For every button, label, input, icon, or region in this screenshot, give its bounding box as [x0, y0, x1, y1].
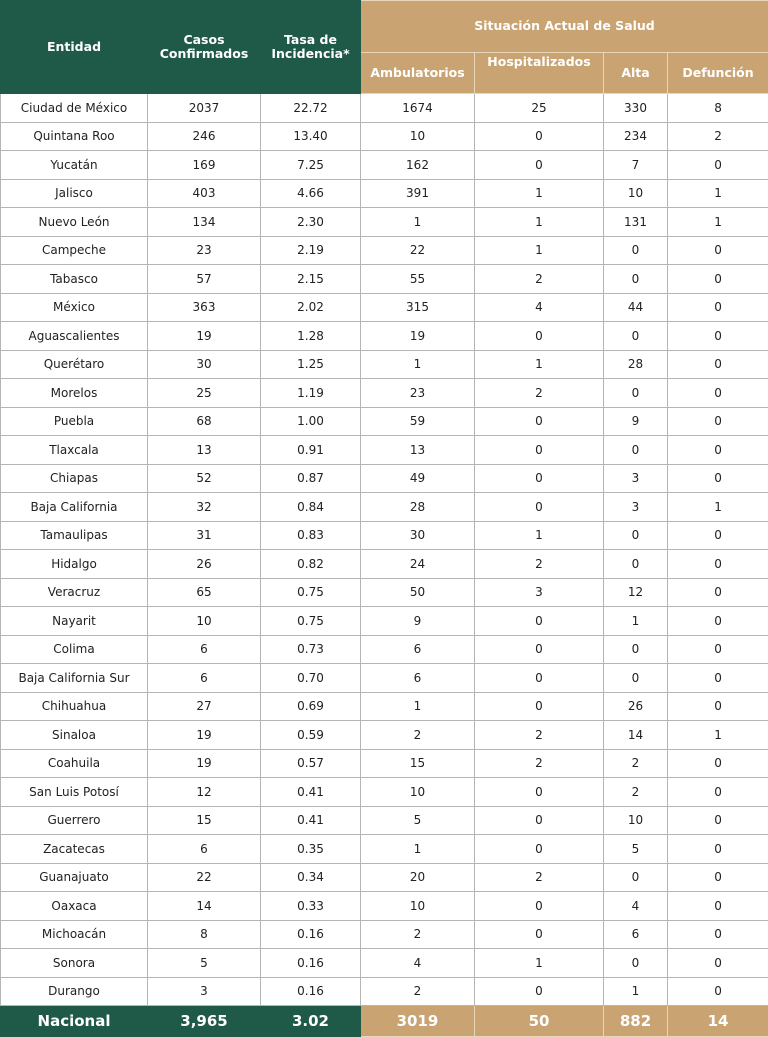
cell-entidad: Chiapas — [1, 464, 148, 493]
cell-defuncion: 1 — [668, 721, 768, 750]
cell-entidad: Puebla — [1, 407, 148, 436]
cell-ambulatorios: 22 — [361, 236, 475, 265]
header-casos-line1: Casos — [183, 32, 224, 47]
cell-alta: 3 — [604, 464, 668, 493]
cell-defuncion: 0 — [668, 778, 768, 807]
cell-tasa-incidencia: 0.84 — [261, 493, 361, 522]
cell-casos-confirmados: 12 — [148, 778, 261, 807]
cell-ambulatorios: 4 — [361, 949, 475, 978]
cell-entidad: Ciudad de México — [1, 94, 148, 123]
cell-hospitalizados: 0 — [475, 977, 604, 1006]
table-row — [1, 122, 768, 151]
table-row — [1, 949, 768, 978]
table-row — [1, 208, 768, 237]
table-row — [1, 578, 768, 607]
cell-ambulatorios: 20 — [361, 863, 475, 892]
cell-casos-confirmados: 2037 — [148, 94, 261, 123]
cell-ambulatorios: 162 — [361, 151, 475, 180]
cell-hospitalizados: 0 — [475, 436, 604, 465]
cell-alta: 131 — [604, 208, 668, 237]
cell-entidad: Baja California — [1, 493, 148, 522]
cell-alta: 28 — [604, 350, 668, 379]
header-alta — [604, 52, 668, 93]
cell-entidad: Nuevo León — [1, 208, 148, 237]
cell-defuncion: 0 — [668, 521, 768, 550]
table-row — [1, 493, 768, 522]
cell-ambulatorios: 30 — [361, 521, 475, 550]
cell-alta: 330 — [604, 94, 668, 123]
cell-tasa-incidencia: 0.82 — [261, 550, 361, 579]
cell-ambulatorios: 15 — [361, 749, 475, 778]
total-defuncion: 14 — [668, 1006, 768, 1037]
cell-alta: 10 — [604, 179, 668, 208]
cell-defuncion: 0 — [668, 379, 768, 408]
header-situacion-label: Situación Actual de Salud — [474, 18, 655, 33]
cell-tasa-incidencia: 0.91 — [261, 436, 361, 465]
cell-casos-confirmados: 134 — [148, 208, 261, 237]
table-row — [1, 920, 768, 949]
cell-defuncion: 1 — [668, 179, 768, 208]
cell-ambulatorios: 2 — [361, 721, 475, 750]
cell-alta: 26 — [604, 692, 668, 721]
cell-defuncion: 0 — [668, 436, 768, 465]
table-row — [1, 977, 768, 1006]
cell-ambulatorios: 19 — [361, 322, 475, 351]
table-row — [1, 863, 768, 892]
table-row — [1, 806, 768, 835]
cell-alta: 0 — [604, 863, 668, 892]
cell-hospitalizados: 0 — [475, 920, 604, 949]
cell-ambulatorios: 391 — [361, 179, 475, 208]
cell-casos-confirmados: 246 — [148, 122, 261, 151]
total-tasa: 3.02 — [261, 1006, 361, 1037]
cell-defuncion: 0 — [668, 835, 768, 864]
cell-casos-confirmados: 27 — [148, 692, 261, 721]
total-casos: 3,965 — [148, 1006, 261, 1037]
cell-casos-confirmados: 14 — [148, 892, 261, 921]
table-body — [1, 94, 768, 1006]
header-entidad-label: Entidad — [47, 39, 101, 54]
table-row — [1, 635, 768, 664]
table-row — [1, 550, 768, 579]
cell-tasa-incidencia: 0.16 — [261, 949, 361, 978]
cell-casos-confirmados: 23 — [148, 236, 261, 265]
cell-tasa-incidencia: 1.28 — [261, 322, 361, 351]
cell-ambulatorios: 1674 — [361, 94, 475, 123]
table-row — [1, 94, 768, 123]
cell-ambulatorios: 28 — [361, 493, 475, 522]
cell-alta: 0 — [604, 322, 668, 351]
cell-alta: 5 — [604, 835, 668, 864]
table-row — [1, 664, 768, 693]
cell-hospitalizados: 25 — [475, 94, 604, 123]
cell-tasa-incidencia: 0.57 — [261, 749, 361, 778]
cell-hospitalizados: 2 — [475, 721, 604, 750]
cell-hospitalizados: 0 — [475, 664, 604, 693]
cell-ambulatorios: 6 — [361, 664, 475, 693]
cell-defuncion: 0 — [668, 607, 768, 636]
header-situacion-actual — [361, 1, 768, 53]
cell-ambulatorios: 9 — [361, 607, 475, 636]
cell-tasa-incidencia: 2.19 — [261, 236, 361, 265]
table-row — [1, 379, 768, 408]
cell-defuncion: 0 — [668, 749, 768, 778]
cell-entidad: Morelos — [1, 379, 148, 408]
cell-tasa-incidencia: 22.72 — [261, 94, 361, 123]
cell-tasa-incidencia: 0.83 — [261, 521, 361, 550]
cell-alta: 4 — [604, 892, 668, 921]
cell-entidad: Veracruz — [1, 578, 148, 607]
total-entidad: Nacional — [1, 1006, 148, 1037]
cell-alta: 0 — [604, 635, 668, 664]
cell-ambulatorios: 55 — [361, 265, 475, 294]
table-row — [1, 179, 768, 208]
cell-ambulatorios: 50 — [361, 578, 475, 607]
cell-defuncion: 0 — [668, 977, 768, 1006]
cell-alta: 1 — [604, 607, 668, 636]
cell-ambulatorios: 10 — [361, 122, 475, 151]
cell-ambulatorios: 1 — [361, 692, 475, 721]
total-hospitalizados: 50 — [475, 1006, 604, 1037]
cell-casos-confirmados: 6 — [148, 835, 261, 864]
cell-entidad: San Luis Potosí — [1, 778, 148, 807]
cell-ambulatorios: 2 — [361, 920, 475, 949]
cell-tasa-incidencia: 1.00 — [261, 407, 361, 436]
cell-hospitalizados: 1 — [475, 949, 604, 978]
table-row — [1, 749, 768, 778]
table-row — [1, 721, 768, 750]
cell-defuncion: 0 — [668, 578, 768, 607]
table-row — [1, 835, 768, 864]
cell-alta: 7 — [604, 151, 668, 180]
cell-alta: 234 — [604, 122, 668, 151]
cell-tasa-incidencia: 0.41 — [261, 778, 361, 807]
header-hospitalizados-label: Hospitalizados — [487, 54, 590, 69]
cell-tasa-incidencia: 2.15 — [261, 265, 361, 294]
cell-ambulatorios: 49 — [361, 464, 475, 493]
cell-hospitalizados: 0 — [475, 835, 604, 864]
cell-entidad: Jalisco — [1, 179, 148, 208]
cell-alta: 0 — [604, 436, 668, 465]
cell-hospitalizados: 0 — [475, 407, 604, 436]
cell-alta: 9 — [604, 407, 668, 436]
cell-entidad: Tlaxcala — [1, 436, 148, 465]
cell-hospitalizados: 0 — [475, 464, 604, 493]
cell-tasa-incidencia: 0.33 — [261, 892, 361, 921]
cell-hospitalizados: 2 — [475, 379, 604, 408]
cell-defuncion: 0 — [668, 949, 768, 978]
cell-entidad: México — [1, 293, 148, 322]
cell-defuncion: 0 — [668, 151, 768, 180]
cell-defuncion: 0 — [668, 265, 768, 294]
cell-hospitalizados: 0 — [475, 322, 604, 351]
cell-casos-confirmados: 5 — [148, 949, 261, 978]
cell-tasa-incidencia: 0.59 — [261, 721, 361, 750]
cell-ambulatorios: 59 — [361, 407, 475, 436]
cell-defuncion: 1 — [668, 208, 768, 237]
cell-entidad: Oaxaca — [1, 892, 148, 921]
cell-alta: 0 — [604, 521, 668, 550]
header-tasa-incidencia — [261, 1, 361, 94]
header-entidad — [1, 1, 148, 94]
cell-casos-confirmados: 19 — [148, 322, 261, 351]
cell-tasa-incidencia: 0.16 — [261, 977, 361, 1006]
cell-ambulatorios: 10 — [361, 892, 475, 921]
cell-entidad: Durango — [1, 977, 148, 1006]
cell-defuncion: 0 — [668, 920, 768, 949]
cell-alta: 0 — [604, 949, 668, 978]
cell-hospitalizados: 1 — [475, 236, 604, 265]
table-row — [1, 436, 768, 465]
cell-casos-confirmados: 169 — [148, 151, 261, 180]
cell-casos-confirmados: 52 — [148, 464, 261, 493]
cell-defuncion: 0 — [668, 863, 768, 892]
table-row — [1, 293, 768, 322]
cell-defuncion: 0 — [668, 550, 768, 579]
cell-defuncion: 0 — [668, 806, 768, 835]
cell-casos-confirmados: 10 — [148, 607, 261, 636]
header-defuncion-label: Defunción — [682, 65, 753, 80]
cell-tasa-incidencia: 0.87 — [261, 464, 361, 493]
cell-casos-confirmados: 13 — [148, 436, 261, 465]
cell-casos-confirmados: 403 — [148, 179, 261, 208]
table-row — [1, 322, 768, 351]
cell-tasa-incidencia: 1.19 — [261, 379, 361, 408]
cell-hospitalizados: 0 — [475, 692, 604, 721]
cell-entidad: Aguascalientes — [1, 322, 148, 351]
cell-tasa-incidencia: 0.34 — [261, 863, 361, 892]
cell-defuncion: 0 — [668, 236, 768, 265]
cell-casos-confirmados: 6 — [148, 664, 261, 693]
cell-alta: 0 — [604, 664, 668, 693]
cell-casos-confirmados: 57 — [148, 265, 261, 294]
cell-entidad: Sonora — [1, 949, 148, 978]
cell-entidad: Yucatán — [1, 151, 148, 180]
cell-entidad: Hidalgo — [1, 550, 148, 579]
cell-alta: 3 — [604, 493, 668, 522]
cell-hospitalizados: 2 — [475, 550, 604, 579]
table-row — [1, 892, 768, 921]
cell-defuncion: 1 — [668, 493, 768, 522]
cell-defuncion: 0 — [668, 892, 768, 921]
cell-entidad: Coahuila — [1, 749, 148, 778]
cell-hospitalizados: 0 — [475, 635, 604, 664]
cell-tasa-incidencia: 13.40 — [261, 122, 361, 151]
table-row — [1, 350, 768, 379]
cell-alta: 0 — [604, 379, 668, 408]
cell-alta: 0 — [604, 550, 668, 579]
header-ambulatorios-label: Ambulatorios — [370, 65, 464, 80]
cell-tasa-incidencia: 2.02 — [261, 293, 361, 322]
cell-tasa-incidencia: 7.25 — [261, 151, 361, 180]
cell-entidad: Sinaloa — [1, 721, 148, 750]
table-row — [1, 521, 768, 550]
cell-tasa-incidencia: 0.69 — [261, 692, 361, 721]
cell-ambulatorios: 10 — [361, 778, 475, 807]
cell-hospitalizados: 1 — [475, 208, 604, 237]
cell-casos-confirmados: 22 — [148, 863, 261, 892]
cell-alta: 0 — [604, 265, 668, 294]
cell-defuncion: 0 — [668, 293, 768, 322]
header-alta-label: Alta — [621, 65, 649, 80]
cell-alta: 0 — [604, 236, 668, 265]
header-defuncion — [668, 52, 768, 93]
total-ambulatorios: 3019 — [361, 1006, 475, 1037]
cell-entidad: Quintana Roo — [1, 122, 148, 151]
cell-defuncion: 0 — [668, 664, 768, 693]
cell-defuncion: 0 — [668, 692, 768, 721]
cell-casos-confirmados: 363 — [148, 293, 261, 322]
cell-tasa-incidencia: 0.41 — [261, 806, 361, 835]
cell-ambulatorios: 6 — [361, 635, 475, 664]
cell-tasa-incidencia: 0.35 — [261, 835, 361, 864]
table-row — [1, 265, 768, 294]
header-casos-line2: Confirmados — [160, 46, 249, 61]
table-row — [1, 607, 768, 636]
header-tasa-line2: Incidencia* — [271, 46, 349, 61]
table-row — [1, 464, 768, 493]
total-alta: 882 — [604, 1006, 668, 1037]
cell-hospitalizados: 0 — [475, 493, 604, 522]
cell-hospitalizados: 0 — [475, 892, 604, 921]
cell-entidad: Colima — [1, 635, 148, 664]
cell-ambulatorios: 1 — [361, 835, 475, 864]
cell-alta: 14 — [604, 721, 668, 750]
table-row — [1, 778, 768, 807]
cell-hospitalizados: 1 — [475, 521, 604, 550]
cell-casos-confirmados: 32 — [148, 493, 261, 522]
cell-casos-confirmados: 25 — [148, 379, 261, 408]
cell-defuncion: 0 — [668, 464, 768, 493]
cell-defuncion: 8 — [668, 94, 768, 123]
cell-casos-confirmados: 65 — [148, 578, 261, 607]
cell-casos-confirmados: 68 — [148, 407, 261, 436]
header-hospitalizados — [475, 52, 604, 93]
cell-alta: 1 — [604, 977, 668, 1006]
table-row — [1, 692, 768, 721]
cell-casos-confirmados: 6 — [148, 635, 261, 664]
cell-tasa-incidencia: 0.16 — [261, 920, 361, 949]
cell-entidad: Zacatecas — [1, 835, 148, 864]
header-tasa-line1: Tasa de — [284, 32, 337, 47]
cell-ambulatorios: 1 — [361, 350, 475, 379]
cell-hospitalizados: 1 — [475, 179, 604, 208]
cell-alta: 12 — [604, 578, 668, 607]
cell-hospitalizados: 0 — [475, 806, 604, 835]
cell-alta: 2 — [604, 778, 668, 807]
cell-entidad: Chihuahua — [1, 692, 148, 721]
cell-casos-confirmados: 15 — [148, 806, 261, 835]
cell-hospitalizados: 2 — [475, 749, 604, 778]
cell-entidad: Baja California Sur — [1, 664, 148, 693]
cell-ambulatorios: 13 — [361, 436, 475, 465]
cell-casos-confirmados: 19 — [148, 749, 261, 778]
cell-alta: 6 — [604, 920, 668, 949]
cell-hospitalizados: 0 — [475, 122, 604, 151]
cell-tasa-incidencia: 4.66 — [261, 179, 361, 208]
cell-casos-confirmados: 31 — [148, 521, 261, 550]
cell-ambulatorios: 315 — [361, 293, 475, 322]
table-row — [1, 151, 768, 180]
cell-casos-confirmados: 8 — [148, 920, 261, 949]
cell-entidad: Guerrero — [1, 806, 148, 835]
cell-ambulatorios: 24 — [361, 550, 475, 579]
table-footer — [1, 1006, 768, 1037]
header-casos-confirmados — [148, 1, 261, 94]
cell-casos-confirmados: 19 — [148, 721, 261, 750]
cell-hospitalizados: 0 — [475, 607, 604, 636]
cell-hospitalizados: 2 — [475, 863, 604, 892]
cell-tasa-incidencia: 1.25 — [261, 350, 361, 379]
cell-entidad: Querétaro — [1, 350, 148, 379]
cell-hospitalizados: 4 — [475, 293, 604, 322]
cell-entidad: Michoacán — [1, 920, 148, 949]
total-row — [1, 1006, 768, 1037]
table-header — [1, 1, 768, 94]
cell-tasa-incidencia: 0.73 — [261, 635, 361, 664]
cell-hospitalizados: 0 — [475, 778, 604, 807]
cell-defuncion: 0 — [668, 635, 768, 664]
cell-tasa-incidencia: 0.75 — [261, 607, 361, 636]
cell-casos-confirmados: 30 — [148, 350, 261, 379]
cell-alta: 10 — [604, 806, 668, 835]
cell-hospitalizados: 1 — [475, 350, 604, 379]
cell-tasa-incidencia: 0.70 — [261, 664, 361, 693]
cell-entidad: Guanajuato — [1, 863, 148, 892]
table-row — [1, 407, 768, 436]
cell-ambulatorios: 23 — [361, 379, 475, 408]
cell-tasa-incidencia: 0.75 — [261, 578, 361, 607]
cell-entidad: Nayarit — [1, 607, 148, 636]
cell-ambulatorios: 2 — [361, 977, 475, 1006]
cell-casos-confirmados: 26 — [148, 550, 261, 579]
cell-ambulatorios: 1 — [361, 208, 475, 237]
cell-defuncion: 0 — [668, 350, 768, 379]
cell-hospitalizados: 0 — [475, 151, 604, 180]
cell-hospitalizados: 2 — [475, 265, 604, 294]
header-ambulatorios — [361, 52, 475, 93]
cell-entidad: Tabasco — [1, 265, 148, 294]
cell-alta: 2 — [604, 749, 668, 778]
cell-defuncion: 2 — [668, 122, 768, 151]
cell-entidad: Tamaulipas — [1, 521, 148, 550]
cell-defuncion: 0 — [668, 322, 768, 351]
cell-casos-confirmados: 3 — [148, 977, 261, 1006]
cell-hospitalizados: 3 — [475, 578, 604, 607]
cell-tasa-incidencia: 2.30 — [261, 208, 361, 237]
cell-entidad: Campeche — [1, 236, 148, 265]
cell-alta: 44 — [604, 293, 668, 322]
cell-defuncion: 0 — [668, 407, 768, 436]
table-row — [1, 236, 768, 265]
cell-ambulatorios: 5 — [361, 806, 475, 835]
